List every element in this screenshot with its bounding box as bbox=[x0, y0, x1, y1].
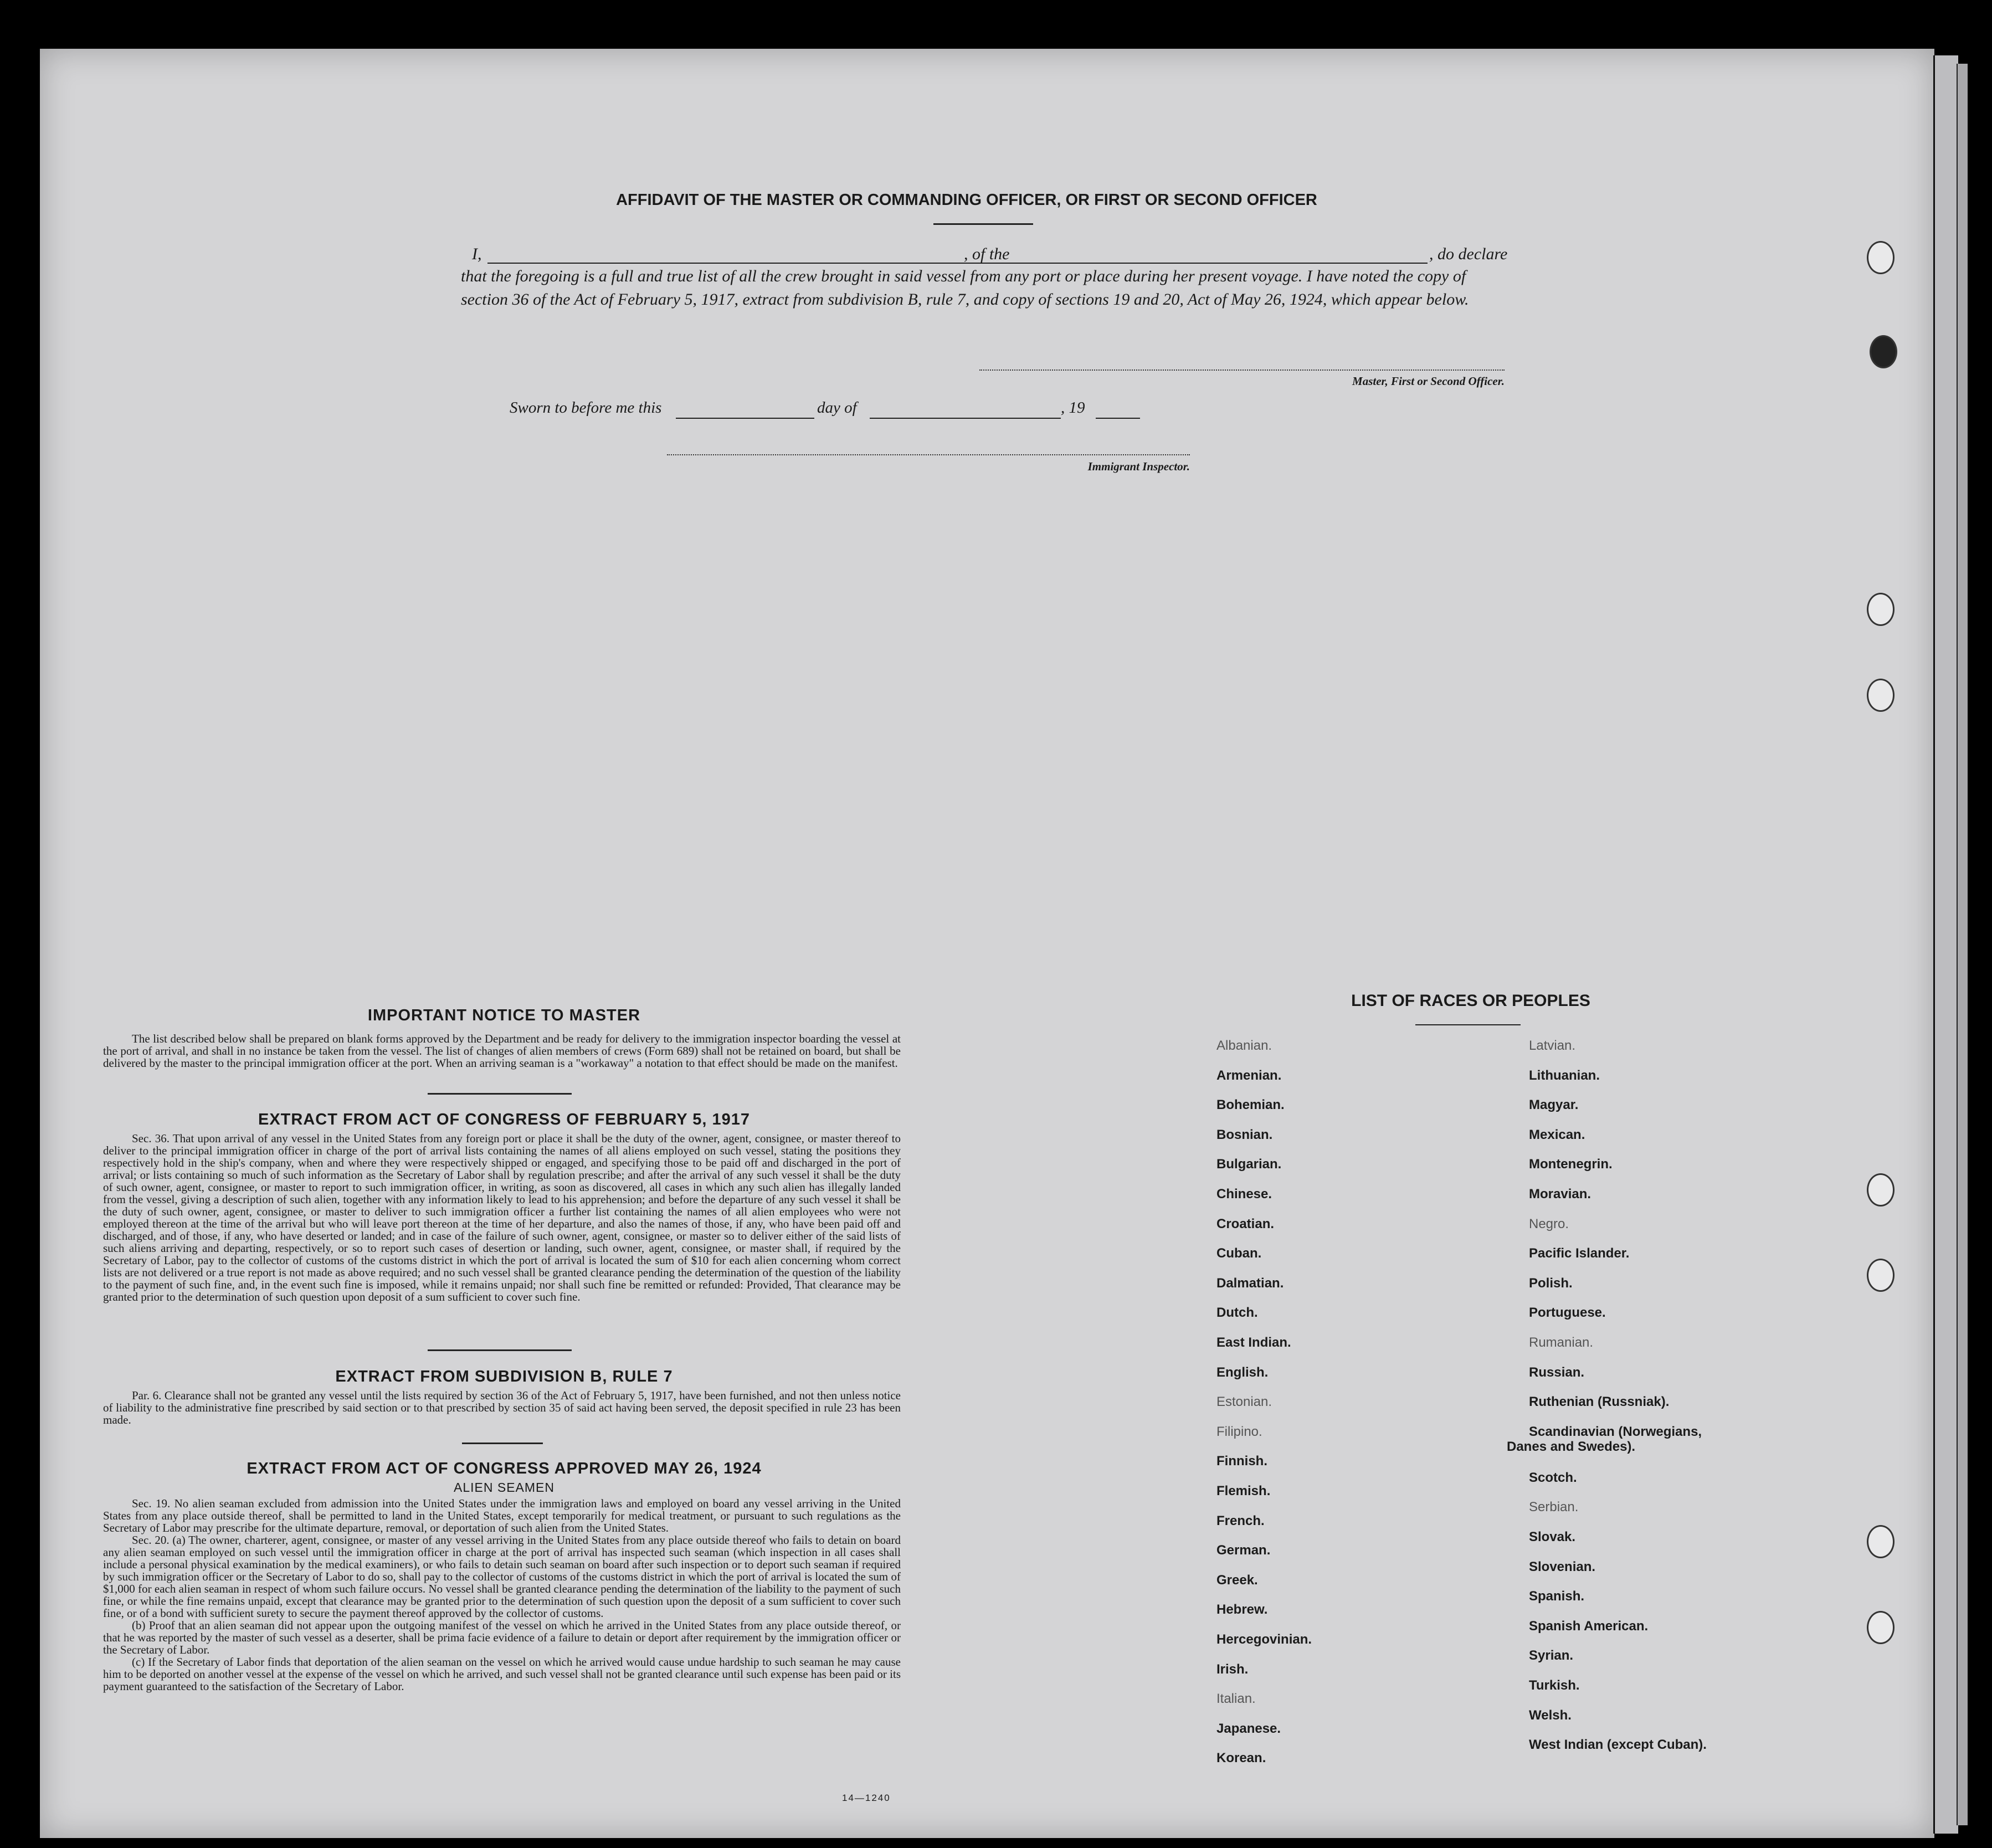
races-title: LIST OF RACES OR PEOPLES bbox=[1351, 992, 1590, 1010]
affidavit-body: that the foregoing is a full and true list of all the crew brought in said vessel from any port or place during her present voyage. I have noted the copy of section 36 of the Act of February 5, 1917, extract from subdivision B, rule 7, and copy of sections 19 and 20, Act of May 26, 1924, which appear below. bbox=[461, 267, 1469, 309]
sworn-prefix: Sworn to before me this bbox=[510, 399, 662, 417]
race-item: Ruthenian (Russniak). bbox=[1529, 1394, 1670, 1410]
master-signature-label: Master, First or Second Officer. bbox=[1352, 374, 1505, 388]
punch-hole bbox=[1867, 241, 1895, 274]
race-item: Montenegrin. bbox=[1529, 1157, 1613, 1172]
race-item: Magyar. bbox=[1529, 1097, 1579, 1113]
page-edge bbox=[1933, 55, 1958, 1834]
affidavit-first-line bbox=[461, 243, 1513, 266]
affidavit-i: I, bbox=[472, 245, 482, 263]
race-item: Lithuanian. bbox=[1529, 1067, 1600, 1083]
race-item: Latvian. bbox=[1529, 1038, 1576, 1053]
race-item: Dutch. bbox=[1216, 1305, 1258, 1321]
race-item: Bosnian. bbox=[1216, 1127, 1273, 1142]
race-item: Armenian. bbox=[1216, 1067, 1282, 1083]
race-item: Scotch. bbox=[1529, 1470, 1577, 1485]
affidavit-of-the: , of the bbox=[964, 245, 1010, 263]
race-item: Irish. bbox=[1216, 1661, 1249, 1677]
race-item: Rumanian. bbox=[1529, 1335, 1594, 1350]
race-item: Croatian. bbox=[1216, 1216, 1275, 1231]
race-item: West Indian (except Cuban). bbox=[1529, 1737, 1707, 1753]
race-item: Slovenian. bbox=[1529, 1559, 1596, 1574]
race-item: Italian. bbox=[1216, 1691, 1256, 1707]
affidavit-declare: , do declare bbox=[1429, 245, 1508, 263]
race-item: Finnish. bbox=[1216, 1454, 1267, 1469]
page-edge-under bbox=[1957, 64, 1968, 1825]
race-item: Syrian. bbox=[1529, 1648, 1574, 1664]
section-19: Sec. 19. No alien seaman excluded from admission into the United States under the immigration laws and employed on board any vessel arriving in the United States from any place outside thereof, shall be permitted to land in the United States, except temporarily for medical treatment, or pursuant to such regulations as the Secretary of Labor may prescribe for the ultimate departure, removal, or deportation of such alien from the United States. bbox=[103, 1497, 901, 1534]
sworn-line bbox=[510, 399, 1230, 422]
race-item: Estonian. bbox=[1216, 1394, 1272, 1410]
race-item: Moravian. bbox=[1529, 1187, 1591, 1202]
race-item: Mexican. bbox=[1529, 1127, 1585, 1142]
punch-hole bbox=[1867, 1525, 1895, 1558]
extract-1917-body: Sec. 36. That upon arrival of any vessel in the United States from any foreign port or place it shall be the duty of the owner, agent, consignee, or master thereof to deliver to the principal immigration officer in charge of the port of arrival lists containing the names of all aliens employed on such vessel, stating the positions they respectively hold in the ship's company, when and where they were respectively shipped or engaged, and specifying those to be paid off and discharged in the port of arrival; or lists containing so much of such information as the Secretary of Labor shall by regulation prescribe; and after the arrival of any such vessel it shall be the duty of such owner, agent, consignee, or master to report to such immigration officer, in writing, as soon as discovered, all cases in which any such alien has illegally landed from the vessel, giving a description of such alien, together with any information likely to lead to his apprehension; and before the departure of any such vessel it shall be the duty of such owner, agent, consignee, or master to deliver to such immigration officer a further list containing the names of all alien employees who were not employed thereon at the time of the arrival but who will leave port thereon at the time of her departure, and also the names of those, if any, who have been paid off and discharged, and of those, if any, who have deserted or landed; and in case of the failure of such owner, agent, consignee, or master so to deliver either of the said lists of such aliens arriving and departing, respectively, or so to report such cases of desertion or landing, such owner, agent, consignee, or master shall, if required by the Secretary of Labor, pay to the collector of customs of the customs district in which the port of arrival is located the sum of $10 for each alien concerning whom correct lists are not delivered or a true report is not made as above required; and no such vessel shall be granted clearance pending the determination of the question of the liability to the payment of such fine, and, in the event such fine is imposed, while it remains unpaid; nor shall such fine be remitted or refunded: Provided, That clearance may be granted prior to the determination of such question upon deposit of a sum sufficient to cover such fine. bbox=[103, 1132, 901, 1303]
race-item: Spanish. bbox=[1529, 1589, 1585, 1604]
divider bbox=[933, 223, 1033, 225]
race-item: Russian. bbox=[1529, 1364, 1585, 1380]
race-item: Bulgarian. bbox=[1216, 1157, 1282, 1172]
race-item: Welsh. bbox=[1529, 1707, 1572, 1723]
race-item: Japanese. bbox=[1216, 1721, 1281, 1736]
extract-1924-body bbox=[103, 1497, 901, 1692]
rule7-body: Par. 6. Clearance shall not be granted any vessel until the lists required by section 36 of the Act of February 5, 1917, have been furnished, and not then unless notice of liability to the administrative fine prescribed by said section or to that prescribed by section 35 of said act having been served, the deposit specified in rule 23 has been made. bbox=[103, 1389, 901, 1426]
race-item: Cuban. bbox=[1216, 1246, 1262, 1261]
race-item: Flemish. bbox=[1216, 1483, 1271, 1498]
punch-hole bbox=[1867, 1611, 1895, 1644]
sworn-month-blank[interactable] bbox=[870, 418, 1061, 419]
divider bbox=[1415, 1024, 1521, 1025]
punch-hole bbox=[1867, 1259, 1895, 1292]
sworn-year-blank[interactable] bbox=[1096, 418, 1140, 419]
affidavit-title: AFFIDAVIT OF THE MASTER OR COMMANDING OFFICER, OR FIRST OR SECOND OFFICER bbox=[616, 191, 1317, 209]
race-item: Dalmatian. bbox=[1216, 1275, 1284, 1291]
divider bbox=[462, 1443, 543, 1444]
race-item: German. bbox=[1216, 1543, 1271, 1558]
divider bbox=[428, 1093, 572, 1095]
race-item: Pacific Islander. bbox=[1529, 1246, 1630, 1261]
race-item: Danes and Swedes). bbox=[1507, 1439, 1636, 1454]
race-item: French. bbox=[1216, 1513, 1265, 1528]
punch-hole bbox=[1867, 593, 1895, 626]
vessel-blank-line[interactable] bbox=[1015, 263, 1428, 264]
rule7-title: EXTRACT FROM SUBDIVISION B, RULE 7 bbox=[335, 1368, 673, 1385]
race-item: Portuguese. bbox=[1529, 1305, 1606, 1321]
inspector-signature-line[interactable] bbox=[667, 454, 1190, 455]
section-20b: (b) Proof that an alien seaman did not appear upon the outgoing manifest of the vessel on which he arrived in the United States from any place outside thereof, or that he was reported by the master of such vessel as a deserter, shall be prima facie evidence of a failure to detain or deport after requirement by the immigration officer or the Secretary of Labor. bbox=[103, 1619, 901, 1656]
race-item: Polish. bbox=[1529, 1275, 1573, 1291]
form-number: 14—1240 bbox=[842, 1793, 891, 1803]
extract-1924-subtitle: ALIEN SEAMEN bbox=[454, 1480, 555, 1495]
race-item: Hebrew. bbox=[1216, 1602, 1268, 1618]
race-item: East Indian. bbox=[1216, 1335, 1291, 1350]
race-item: Spanish American. bbox=[1529, 1618, 1649, 1634]
sworn-day-of: day of bbox=[817, 399, 857, 417]
extract-1924-title: EXTRACT FROM ACT OF CONGRESS APPROVED MAY 26, 1924 bbox=[247, 1460, 762, 1477]
race-item: Serbian. bbox=[1529, 1500, 1579, 1515]
extract-1917-title: EXTRACT FROM ACT OF CONGRESS OF FEBRUARY 5, 1917 bbox=[258, 1111, 751, 1128]
race-item: Hercegovinian. bbox=[1216, 1632, 1312, 1647]
sworn-date-blank[interactable] bbox=[676, 418, 814, 419]
race-item: English. bbox=[1216, 1364, 1269, 1380]
race-item: Scandinavian (Norwegians, bbox=[1529, 1424, 1702, 1439]
divider bbox=[428, 1349, 572, 1351]
race-item: Albanian. bbox=[1216, 1038, 1272, 1053]
race-item: Turkish. bbox=[1529, 1678, 1580, 1693]
punch-hole bbox=[1867, 1173, 1895, 1207]
race-item: Slovak. bbox=[1529, 1529, 1576, 1544]
punch-hole bbox=[1870, 335, 1897, 368]
notice-body: The list described below shall be prepared on blank forms approved by the Department and be ready for delivery to the immigration inspector boarding the vessel at the port of arrival, and shall in no instance be taken from the vessel. The list of changes of alien members of crews (Form 689) shall not be retained on board, but shall be delivered by the master to the principal immigration officer at the port. When an arriving seaman is a "workaway" a notation to that effect should be made on the manifest. bbox=[103, 1032, 901, 1070]
section-20c: (c) If the Secretary of Labor finds that deportation of the alien seaman on the vessel on which he arrived would cause undue hardship to such seaman he may cause him to be deported on another vessel at the expense of the vessel on which he arrived, and such vessel shall not be granted clearance until such expense has been paid or its payment guaranteed to the satisfaction of the Secretary of Labor. bbox=[103, 1655, 901, 1693]
inspector-label: Immigrant Inspector. bbox=[1087, 460, 1190, 473]
sworn-year: , 19 bbox=[1061, 399, 1085, 417]
punch-hole bbox=[1867, 679, 1895, 712]
race-item: Filipino. bbox=[1216, 1424, 1262, 1439]
master-signature-line[interactable] bbox=[979, 369, 1505, 371]
race-item: Negro. bbox=[1529, 1216, 1569, 1231]
section-20a: Sec. 20. (a) The owner, charterer, agent, consignee, or master of any vessel arriving in the United States from any place outside thereof who fails to detain on board any alien seaman employed on such vessel until the immigration officer in charge at the port of arrival has inspected such seaman (which inspection in all cases shall include a personal physical examination by the medical examiners), or who fails to detain such seaman on board after such inspection or to deport such seaman if required by such immigration officer or the Secretary of Labor to do so, shall pay to the collector of customs of the customs district in which the port of arrival is located the sum of $1,000 for each alien seaman in respect of whom such failure occurs. No vessel shall be granted clearance pending the determination of the liability to the payment of such fine, or while the fine remains unpaid, except that clearance may be granted prior to the determination of such question upon the deposit of a sum sufficient to cover such fine, or of a bond with sufficient surety to secure the payment thereof approved by the collector of customs. bbox=[103, 1533, 901, 1620]
race-item: Chinese. bbox=[1216, 1187, 1272, 1202]
race-item: Greek. bbox=[1216, 1572, 1258, 1588]
notice-title: IMPORTANT NOTICE TO MASTER bbox=[367, 1007, 641, 1024]
race-item: Korean. bbox=[1216, 1751, 1266, 1766]
race-item: Bohemian. bbox=[1216, 1097, 1285, 1113]
